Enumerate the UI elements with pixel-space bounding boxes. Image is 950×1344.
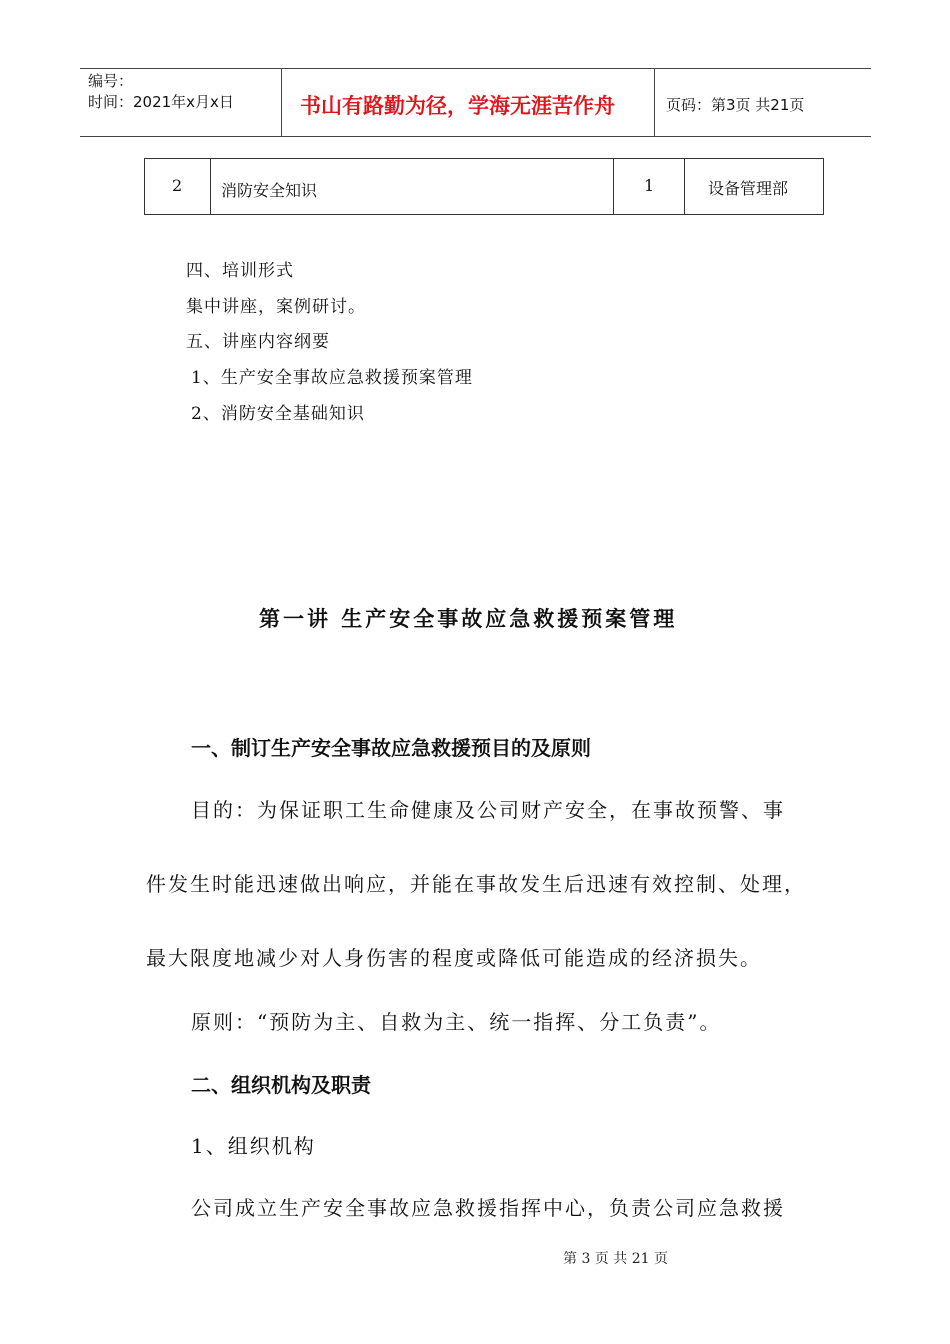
organization-line-1: 公司成立生产安全事故应急救援指挥中心，负责公司应急救援 — [191, 1196, 785, 1220]
page-footer: 第 3 页 共 21 页 — [563, 1251, 668, 1267]
outline-item-2: 2、消防安全基础知识 — [191, 404, 365, 424]
table-cell-dept-text: 设备管理部 — [708, 179, 789, 198]
purpose-line-1: 目的：为保证职工生命健康及公司财产安全，在事故预警、事 — [191, 798, 785, 822]
table-cell-no — [145, 159, 211, 214]
section-5-title: 五、讲座内容纲要 — [186, 332, 330, 352]
heading-purpose-principles: 一、制订生产安全事故应急救援预目的及原则 — [191, 736, 591, 760]
purpose-line-3: 最大限度地减少对人身伤害的程度或降低可能造成的经济损失。 — [146, 946, 762, 970]
principle-line: 原则：“预防为主、自救为主、统一指挥、分工负责”。 — [191, 1010, 722, 1034]
outline-item-1: 1、生产安全事故应急救援预案管理 — [191, 368, 473, 388]
header-divider-right — [654, 68, 655, 136]
heading-organization: 二、组织机构及职责 — [191, 1073, 371, 1097]
section-4-body: 集中讲座，案例研讨。 — [186, 297, 366, 317]
header-top-rule — [80, 68, 871, 69]
table-cell-dept — [685, 159, 823, 214]
section-4-title: 四、培训形式 — [186, 261, 294, 281]
table-cell-hours — [614, 159, 685, 214]
header-code-label: 编号： — [88, 72, 134, 90]
table-cell-topic — [211, 159, 614, 214]
purpose-line-2: 件发生时能迅速做出响应，并能在事故发生后迅速有效控制、处理， — [146, 872, 806, 896]
table-cell-topic-text: 消防安全知识 — [221, 181, 318, 200]
table-cell-no-text: 2 — [172, 176, 183, 195]
lecture-title: 第一讲 生产安全事故应急救援预案管理 — [259, 606, 678, 631]
header-divider-left — [281, 68, 282, 136]
header-bottom-rule — [80, 136, 871, 137]
subheading-organization: 1、组织机构 — [191, 1134, 316, 1158]
header-time-label: 时间：2021年x月x日 — [88, 93, 234, 111]
header-page-info: 页码：第3页 共21页 — [666, 96, 805, 114]
header-motto: 书山有路勤为径，学海无涯苦作舟 — [300, 94, 615, 118]
table-cell-hours-text: 1 — [644, 176, 655, 195]
course-table — [144, 158, 824, 215]
